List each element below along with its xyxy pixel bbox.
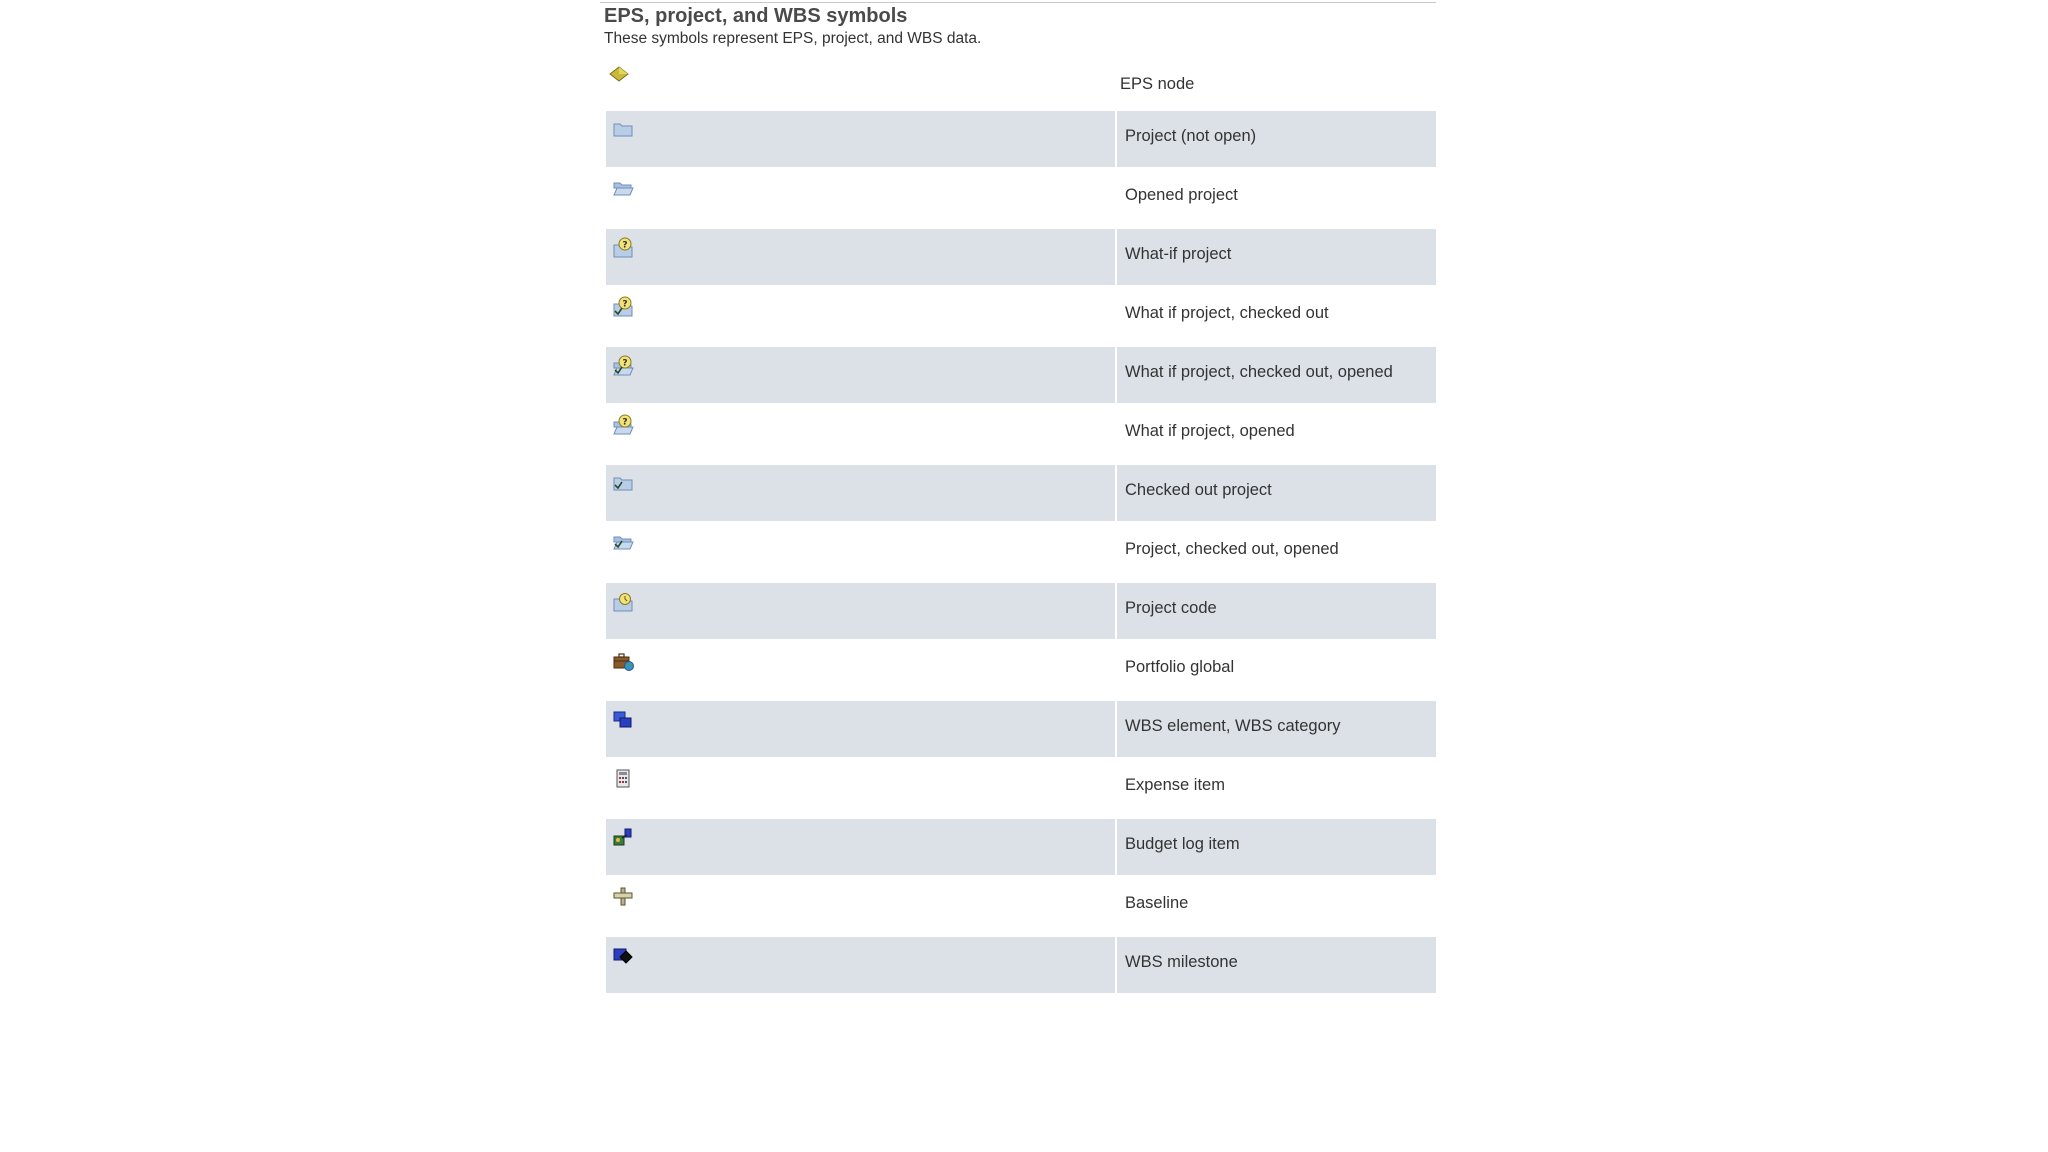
what-if-checked-out-opened-icon bbox=[612, 355, 634, 377]
symbols-table bbox=[606, 65, 1436, 996]
page-subtitle: These symbols represent EPS, project, and WBS data. bbox=[604, 30, 982, 47]
icon-cell bbox=[606, 347, 1115, 403]
table-row bbox=[606, 465, 1436, 524]
table-row bbox=[606, 701, 1436, 760]
symbol-label: Checked out project bbox=[1125, 481, 1272, 499]
label-cell bbox=[1117, 229, 1436, 285]
symbol-label: Project, checked out, opened bbox=[1125, 540, 1339, 558]
icon-cell bbox=[606, 878, 1115, 934]
table-row bbox=[606, 65, 1436, 111]
symbol-label: Portfolio global bbox=[1125, 658, 1235, 676]
label-cell bbox=[1117, 347, 1436, 403]
portfolio-global-icon bbox=[612, 650, 634, 672]
svg-text:?: ? bbox=[622, 240, 628, 251]
icon-cell bbox=[606, 937, 1115, 993]
label-cell bbox=[1117, 760, 1436, 816]
symbol-label: What if project, checked out, opened bbox=[1125, 363, 1393, 381]
eps-node-icon bbox=[608, 65, 630, 87]
icon-cell bbox=[606, 524, 1115, 580]
icon-cell bbox=[606, 288, 1115, 344]
checked-out-project-icon bbox=[612, 473, 634, 495]
table-row bbox=[606, 819, 1436, 878]
label-cell bbox=[1117, 111, 1436, 167]
what-if-checked-out-icon bbox=[612, 296, 634, 318]
symbol-label: Opened project bbox=[1125, 186, 1238, 204]
icon-cell bbox=[606, 760, 1115, 816]
label-cell bbox=[1117, 65, 1436, 111]
label-cell bbox=[1117, 465, 1436, 521]
baseline-icon bbox=[612, 886, 634, 908]
project-code-icon bbox=[612, 591, 634, 613]
symbol-label: Expense item bbox=[1125, 776, 1225, 794]
icon-cell bbox=[606, 583, 1115, 639]
wbs-element-icon bbox=[612, 709, 634, 731]
label-cell bbox=[1117, 406, 1436, 462]
label-cell bbox=[1117, 701, 1436, 757]
what-if-project-icon bbox=[612, 237, 634, 259]
what-if-opened-icon bbox=[612, 414, 634, 436]
table-row bbox=[606, 229, 1436, 288]
page-title: EPS, project, and WBS symbols bbox=[604, 5, 908, 27]
label-cell bbox=[1117, 170, 1436, 226]
table-row bbox=[606, 406, 1436, 465]
icon-cell bbox=[606, 170, 1115, 226]
wbs-milestone-icon bbox=[612, 945, 634, 967]
icon-cell bbox=[606, 111, 1115, 167]
symbol-label: What-if project bbox=[1125, 245, 1232, 263]
icon-cell bbox=[606, 465, 1115, 521]
symbol-label: What if project, checked out bbox=[1125, 304, 1329, 322]
table-row bbox=[606, 878, 1436, 937]
label-cell bbox=[1117, 583, 1436, 639]
icon-cell bbox=[606, 642, 1115, 698]
symbol-label: EPS node bbox=[1120, 75, 1195, 93]
icon-cell bbox=[606, 229, 1115, 285]
symbol-label: WBS element, WBS category bbox=[1125, 717, 1341, 735]
icon-cell bbox=[606, 65, 1115, 111]
label-cell bbox=[1117, 288, 1436, 344]
table-row bbox=[606, 347, 1436, 406]
table-row bbox=[606, 111, 1436, 170]
table-row bbox=[606, 642, 1436, 701]
symbol-label: What if project, opened bbox=[1125, 422, 1295, 440]
table-row bbox=[606, 583, 1436, 642]
label-cell bbox=[1117, 878, 1436, 934]
opened-folder-icon bbox=[612, 178, 634, 200]
label-cell bbox=[1117, 819, 1436, 875]
icon-cell bbox=[606, 701, 1115, 757]
top-divider bbox=[600, 2, 1436, 3]
project-folder-icon bbox=[612, 119, 634, 141]
table-row bbox=[606, 288, 1436, 347]
project-checked-out-opened-icon bbox=[612, 532, 634, 554]
budget-log-item-icon bbox=[612, 827, 634, 849]
table-row bbox=[606, 760, 1436, 819]
svg-text:?: ? bbox=[622, 358, 628, 369]
table-row bbox=[606, 170, 1436, 229]
symbol-label: Baseline bbox=[1125, 894, 1189, 912]
icon-cell bbox=[606, 406, 1115, 462]
symbol-label: WBS milestone bbox=[1125, 953, 1238, 971]
expense-item-icon bbox=[612, 768, 634, 790]
label-cell bbox=[1117, 642, 1436, 698]
icon-cell bbox=[606, 819, 1115, 875]
symbol-label: Project code bbox=[1125, 599, 1217, 617]
svg-text:?: ? bbox=[622, 417, 628, 428]
table-row bbox=[606, 524, 1436, 583]
table-row bbox=[606, 937, 1436, 996]
label-cell bbox=[1117, 524, 1436, 580]
symbol-label: Budget log item bbox=[1125, 835, 1240, 853]
symbol-label: Project (not open) bbox=[1125, 127, 1257, 145]
svg-text:?: ? bbox=[622, 299, 628, 310]
label-cell bbox=[1117, 937, 1436, 993]
